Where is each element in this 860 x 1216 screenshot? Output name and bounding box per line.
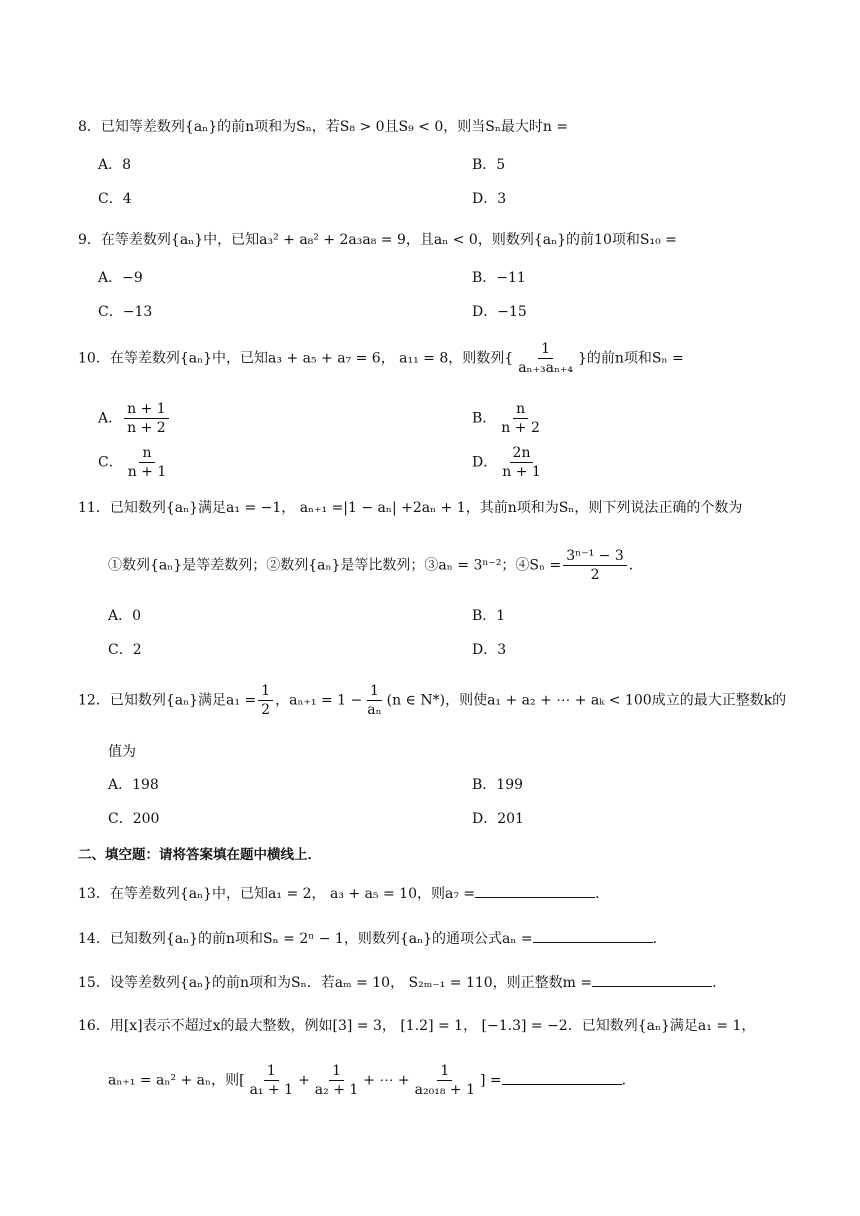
q8-option-c[interactable]: C．4 <box>98 191 132 207</box>
q12-f2-den: aₙ <box>367 702 382 718</box>
q15-stem <box>78 972 820 993</box>
q16-f1-den: a₁ + 1 <box>249 1082 294 1098</box>
q16-answer-blank[interactable] <box>502 1070 622 1085</box>
q10-option-a-fraction <box>124 400 169 437</box>
q16-fraction-2 <box>312 1062 362 1099</box>
q12-stem-start: 12．已知数列{aₙ}满足a₁ = <box>78 692 257 709</box>
q11-fraction <box>563 547 627 584</box>
q10-option-b-num: n <box>513 400 528 419</box>
q10-stem <box>78 340 820 377</box>
q12-option-b[interactable]: B．199 <box>472 777 524 793</box>
q9-option-a[interactable]: A．−9 <box>98 270 143 286</box>
q10-option-d-num: 2n <box>510 444 534 463</box>
q12-f2-num: 1 <box>367 682 382 701</box>
q9-stem: 9．在等差数列{aₙ}中，已知a₃² + a₈² + 2a₃a₈ = 9，且aₙ < 0，则数列{aₙ}的前10项和S₁₀ = <box>78 232 677 248</box>
q12-f1-den: 2 <box>261 702 271 718</box>
q9-option-c[interactable]: C．−13 <box>98 304 153 320</box>
q10-option-d-label: D． <box>472 454 498 471</box>
q12-fraction-2 <box>364 682 384 719</box>
q12-stem-end: (n ∈ N*)，则使a₁ + a₂ + ⋯ + aₖ < 100成立的最大正整数k的 <box>386 692 787 709</box>
q16-fraction-3 <box>412 1062 478 1099</box>
q12-option-c[interactable]: C．200 <box>108 811 160 827</box>
q10-option-c-num: n <box>139 444 154 463</box>
q15-end: ． <box>712 975 727 991</box>
q10-option-d-fraction <box>499 444 544 481</box>
q16-expr-end: ] = <box>480 1072 502 1089</box>
q16-f1-num: 1 <box>264 1062 279 1081</box>
q9-option-b[interactable]: B．−11 <box>472 270 526 286</box>
q8-option-a[interactable]: A．8 <box>98 157 132 173</box>
q15-text: 15．设等差数列{aₙ}的前n项和为Sₙ．若aₘ = 10， S₂ₘ₋₁ = 110，则正整数m = <box>78 975 593 991</box>
q11-statements-text: ①数列{aₙ}是等差数列；②数列{aₙ}是等比数列；③aₙ = 3ⁿ⁻²；④Sₙ = <box>108 557 562 574</box>
section-fill-in-heading: 二、填空题：请将答案填在题中横线上． <box>78 847 321 863</box>
q16-f2-num: 1 <box>329 1062 344 1081</box>
q16-expression <box>108 1062 820 1099</box>
q10-option-b-label: B． <box>472 410 497 427</box>
q11-statements-end: ． <box>628 557 643 574</box>
q13-stem <box>78 883 820 904</box>
q10-option-c-den: n + 1 <box>127 464 167 480</box>
q16-plus: + <box>298 1072 310 1089</box>
q8-option-d[interactable]: D．3 <box>472 191 507 207</box>
q16-stem: 16．用[x]表示不超过x的最大整数，例如[3] = 3， [1.2] = 1， [−1.3] = −2．已知数列{aₙ}满足a₁ = 1， <box>78 1018 756 1034</box>
q16-f3-num: 1 <box>437 1062 452 1081</box>
q12-stem-line2: 值为 <box>108 744 136 760</box>
q12-option-d[interactable]: D．201 <box>472 811 524 827</box>
q10-option-c[interactable] <box>98 444 171 481</box>
q10-option-a[interactable] <box>98 400 171 437</box>
q12-stem <box>78 682 820 719</box>
q11-option-a[interactable]: A．0 <box>108 608 142 624</box>
q10-stem-end: }的前n项和Sₙ = <box>578 350 684 367</box>
q10-option-d[interactable] <box>472 444 546 481</box>
q9-option-d[interactable]: D．−15 <box>472 304 527 320</box>
q11-stem: 11．已知数列{aₙ}满足a₁ = −1， aₙ₊₁ =|1 − aₙ| +2aₙ + 1，其前n项和为Sₙ，则下列说法正确的个数为 <box>78 500 743 516</box>
q10-option-c-fraction <box>125 444 170 481</box>
q10-option-c-label: C． <box>98 454 123 471</box>
q8-stem: 8．已知等差数列{aₙ}的前n项和为Sₙ，若S₈ > 0且S₉ < 0，则当Sₙ最大时n = <box>78 119 569 135</box>
q14-end: ． <box>652 931 667 947</box>
q10-frac-den: aₙ₊₃aₙ₊₄ <box>518 360 573 376</box>
q10-option-b-den: n + 2 <box>501 420 540 436</box>
q10-option-d-den: n + 1 <box>502 464 541 480</box>
q12-stem-mid: ，aₙ₊₁ = 1 − <box>275 692 363 709</box>
q14-text: 14．已知数列{aₙ}的前n项和Sₙ = 2ⁿ − 1，则数列{aₙ}的通项公式aₙ = <box>78 931 533 947</box>
q16-f2-den: a₂ + 1 <box>314 1082 359 1098</box>
q11-option-c[interactable]: C．2 <box>108 642 142 658</box>
q12-option-a[interactable]: A．198 <box>108 777 159 793</box>
q11-option-b[interactable]: B．1 <box>472 608 506 624</box>
q13-end: ． <box>595 886 610 902</box>
q16-expr-start: aₙ₊₁ = aₙ² + aₙ，则[ <box>108 1072 245 1089</box>
q11-statements <box>108 547 820 584</box>
q12-fraction-1 <box>258 682 273 719</box>
q14-stem <box>78 928 820 949</box>
q16-fraction-1 <box>247 1062 297 1099</box>
q13-text: 13．在等差数列{aₙ}中，已知a₁ = 2， a₃ + a₅ = 10，则a₇ = <box>78 886 476 902</box>
q12-f1-num: 1 <box>258 682 273 701</box>
q16-end: ． <box>621 1072 636 1089</box>
q16-f3-den: a₂₀₁₈ + 1 <box>414 1082 476 1098</box>
q10-option-a-label: A． <box>98 410 123 427</box>
q10-option-a-num: n + 1 <box>124 400 169 419</box>
q11-frac-num: 3ⁿ⁻¹ − 3 <box>563 547 627 566</box>
q13-answer-blank[interactable] <box>475 883 595 898</box>
q10-stem-start: 10．在等差数列{aₙ}中，已知a₃ + a₅ + a₇ = 6， a₁₁ = 8，则数列{ <box>78 350 514 367</box>
q10-fraction <box>515 340 576 377</box>
q10-option-b[interactable] <box>472 400 545 437</box>
q11-frac-den: 2 <box>590 567 600 583</box>
q16-ellipsis: + ⋯ + <box>363 1072 410 1089</box>
q10-frac-num: 1 <box>538 340 553 359</box>
q15-answer-blank[interactable] <box>592 972 712 987</box>
q8-option-b[interactable]: B．5 <box>472 157 506 173</box>
q11-option-d[interactable]: D．3 <box>472 642 507 658</box>
q10-option-b-fraction <box>498 400 543 437</box>
q14-answer-blank[interactable] <box>533 928 653 943</box>
q10-option-a-den: n + 2 <box>127 420 166 436</box>
